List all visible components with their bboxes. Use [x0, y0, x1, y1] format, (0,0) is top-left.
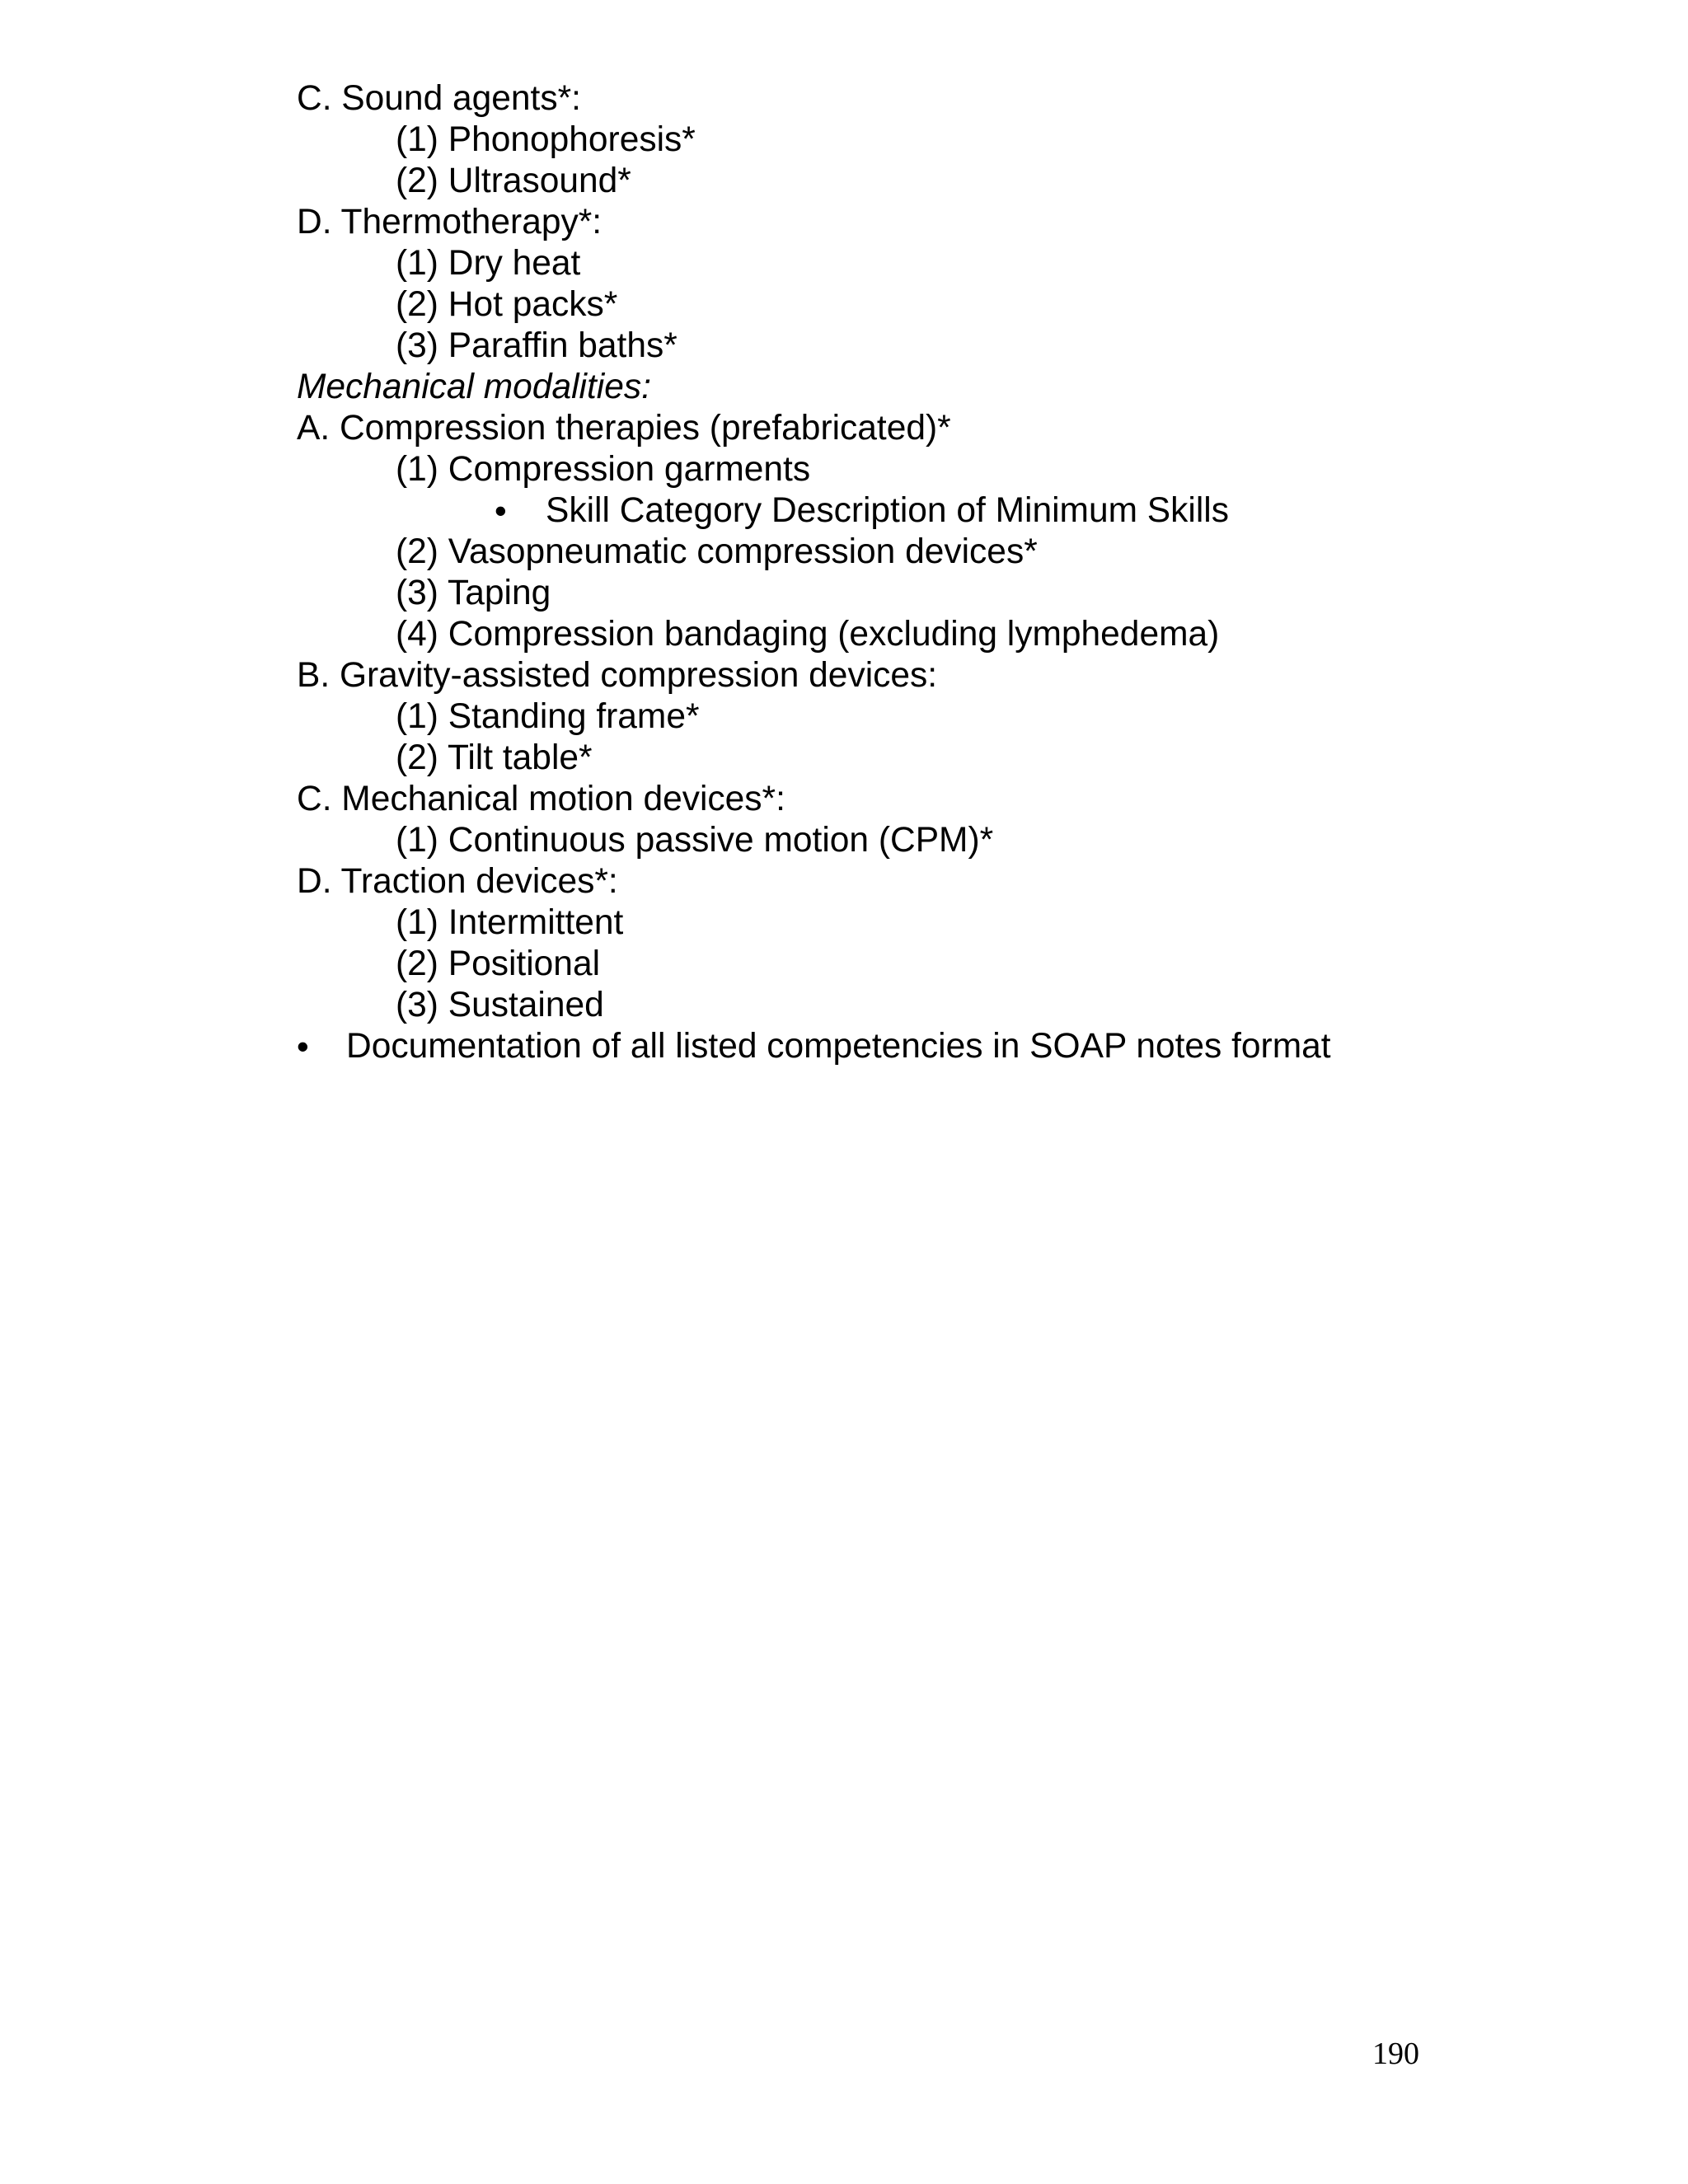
item-tilt-table: (2) Tilt table* [396, 738, 593, 777]
section-mechanical-motion: C. Mechanical motion devices*: [297, 780, 785, 818]
item-sustained: (3) Sustained [396, 986, 604, 1024]
item-standing-frame: (1) Standing frame* [396, 697, 700, 736]
bullet-skill-category-text: Skill Category Description of Minimum Skills [546, 491, 1229, 530]
bullet-icon: • [297, 1027, 309, 1066]
item-vasopneumatic: (2) Vasopneumatic compression devices* [396, 532, 1038, 571]
heading-mechanical-modalities: Mechanical modalities: [297, 368, 651, 406]
item-intermittent: (1) Intermittent [396, 903, 624, 942]
item-paraffin-baths: (3) Paraffin baths* [396, 326, 678, 365]
item-cpm: (1) Continuous passive motion (CPM)* [396, 821, 994, 860]
item-positional: (2) Positional [396, 944, 601, 983]
item-ultrasound: (2) Ultrasound* [396, 162, 631, 200]
item-phonophoresis: (1) Phonophoresis* [396, 120, 696, 159]
bullet-documentation [297, 1026, 1533, 1067]
item-taping: (3) Taping [396, 574, 551, 612]
item-compression-bandaging: (4) Compression bandaging (excluding lymphedema) [396, 615, 1220, 654]
item-hot-packs: (2) Hot packs* [396, 285, 618, 324]
section-sound-agents: C. Sound agents*: [297, 79, 581, 118]
bullet-documentation-text: Documentation of all listed competencies in SOAP notes format [346, 1027, 1331, 1066]
section-traction-devices: D. Traction devices*: [297, 862, 618, 901]
document-body [297, 78, 1533, 1067]
section-gravity-assisted: B. Gravity-assisted compression devices: [297, 656, 938, 695]
section-thermotherapy: D. Thermotherapy*: [297, 203, 603, 241]
page-number: 190 [1372, 2036, 1419, 2071]
item-compression-garments: (1) Compression garments [396, 450, 811, 489]
item-dry-heat: (1) Dry heat [396, 244, 581, 283]
bullet-skill-category [495, 490, 1533, 532]
bullet-icon: • [495, 491, 507, 530]
section-compression-therapies: A. Compression therapies (prefabricated)* [297, 409, 951, 448]
